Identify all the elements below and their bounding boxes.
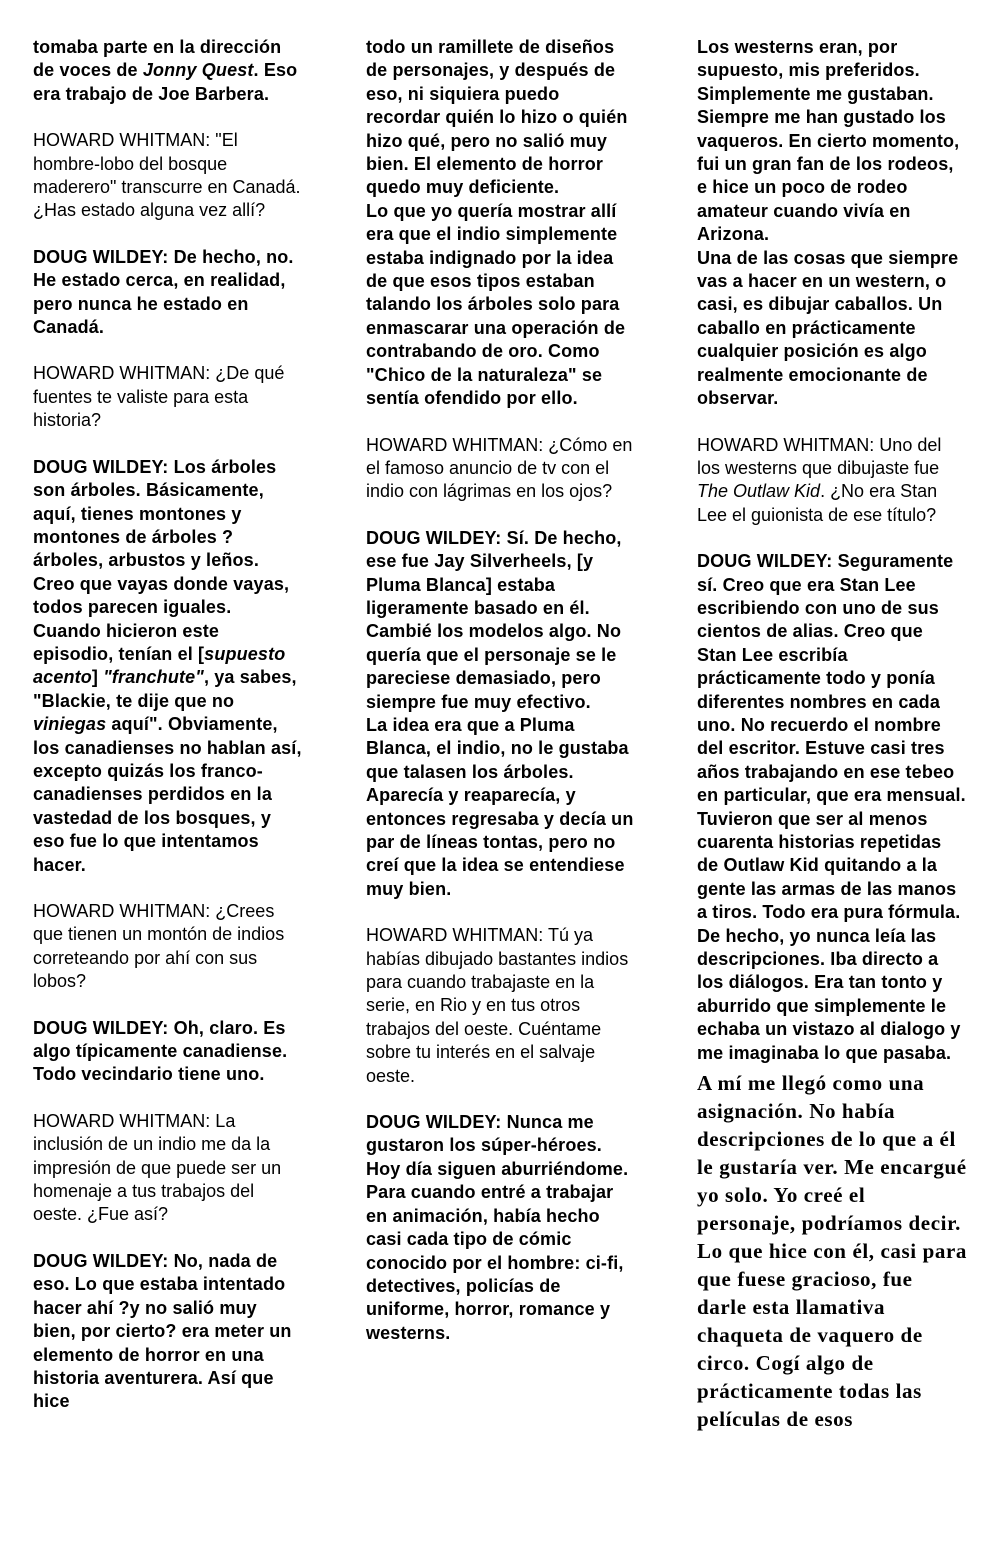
text-segment: aquí". Obviamente, los canadienses no hablan así, excepto quizás los franco-canadienses perdidos en la vastedad de los bosques, y eso fue lo que intentamos hacer. — [33, 714, 302, 875]
interviewee-answer — [697, 247, 967, 411]
text-segment: HOWARD WHITMAN: ¿Crees que tienen un montón de indios correteando por ahí con sus lobos? — [33, 901, 285, 992]
text-segment: . Eso era trabajo de Joe Barbera. — [33, 60, 298, 104]
italic-text: viniegas — [33, 714, 107, 735]
interviewee-answer — [697, 36, 967, 247]
text-segment: HOWARD WHITMAN: ¿Cómo en el famoso anuncio de tv con el indio con lágrimas en los ojos? — [366, 434, 633, 502]
text-segment: DOUG WILDEY: Nunca me gustaron los súper-héroes. Hoy día siguen aburriéndome. Para cuando entré a trabajar en animación, había hecho casi cada tipo de cómic conocido por el hombre: ci-fi, detectives, policías de uniforme, horror, romance y westerns. — [366, 1112, 629, 1343]
text-segment: todo un ramillete de diseños de personajes, y después de eso, ni siquiera puedo recordar quién lo hizo o quién hizo qué, pero no salió muy bien. El elemento de horror quedo muy deficiente. — [366, 37, 628, 198]
text-segment: HOWARD WHITMAN: "El hombre-lobo del bosque maderero" transcurre en Canadá. ¿Has estado alguna vez allí? — [33, 130, 301, 221]
interviewer-question — [697, 434, 967, 528]
interviewer-question — [33, 362, 303, 432]
text-segment: DOUG WILDEY: Oh, claro. Es algo típicamente canadiense. Todo vecindario tiene uno. — [33, 1017, 288, 1085]
column-3 — [697, 36, 967, 1433]
column-2 — [366, 36, 634, 1368]
interviewee-answer — [33, 36, 303, 106]
text-segment: DOUG WILDEY: Los árboles son árboles. Básicamente, aquí, tienes montones y montones de árboles ?árboles, arbustos y leños. Creo que vayas donde vayas, todos parecen iguales. Cuando hicieron este episodio, tenían el [ — [33, 456, 290, 664]
text-segment: DOUG WILDEY: No, nada de eso. Lo que estaba intentado hacer ahí ?y no salió muy bien, por cierto? era meter un elemento de horror en una historia aventurera. Así que hice — [33, 1250, 292, 1412]
text-segment: tomaba parte en la dirección de voces de — [33, 37, 282, 81]
text-segment: HOWARD WHITMAN: Tú ya habías dibujado bastantes indios para cuando trabajaste en la serie, en Rio y en tus otros trabajos del oeste. Cuéntame sobre tu interés en el salvaje oeste. — [366, 925, 629, 1086]
interviewee-answer — [697, 550, 967, 1065]
text-segment: ] — [91, 667, 104, 688]
text-segment: DOUG WILDEY: Seguramente sí. Creo que era Stan Lee escribiendo con uno de sus cientos de alias. Creo que Stan Lee escribía prácticamente todo y ponía diferentes nombres en cada uno. No recuerdo el nombre del escritor. Estuve casi tres años trabajando en ese tebeo en particular, que era mensual. Tuvieron que ser al menos cuarenta historias repetidas de Outlaw Kid quitando a la gente las armas de las manos a tiros. Todo era pura fórmula. De hecho, yo nunca leía las descripciones. Iba directo a los diálogos. Era tan tonto y aburrido que simplemente le echaba un vistazo al dialogo y me imaginaba lo que pasaba. — [697, 551, 966, 1063]
column-1 — [33, 36, 303, 1437]
italic-text: supuesto acento — [33, 643, 286, 688]
interviewee-answer — [366, 1111, 634, 1345]
interviewee-answer — [697, 1069, 967, 1433]
text-segment: , ya sabes, "Blackie, te dije que no — [33, 667, 297, 711]
text-segment: Una de las cosas que siempre vas a hacer en un western, o casi, es dibujar caballos. Un caballo en prácticamente cualquier posición es algo realmente emocionante de observar. — [697, 247, 959, 409]
italic-text: "franchute" — [103, 667, 204, 688]
interviewer-question — [33, 1110, 303, 1227]
interviewer-question — [33, 129, 303, 223]
text-segment: DOUG WILDEY: Sí. De hecho, ese fue Jay Silverheels, [y Pluma Blanca] estaba ligeramente basado en él. Cambié los modelos algo. No quería que el personaje se le pareciese demasiado, pero siempre fue muy efectivo. — [366, 527, 622, 712]
text-segment: DOUG WILDEY: De hecho, no. He estado cerca, en realidad, pero nunca he estado en Canadá. — [33, 246, 294, 338]
interviewee-answer — [33, 246, 303, 340]
text-segment: . ¿No era Stan Lee el guionista de ese título? — [697, 481, 938, 525]
text-segment: Los westerns eran, por supuesto, mis preferidos. Simplemente me gustaban. Siempre me han gustado los vaqueros. En cierto momento, fui un gran fan de los rodeos, e hice un poco de rodeo amateur cuando vivía en Arizona. — [697, 37, 960, 245]
text-segment: A mí me llegó como una asignación. No había descripciones de lo que a él le gustaría ver. Me encargué yo solo. Yo creé el personaje, podríamos decir. Lo que hice con él, casi para que fuese gracioso, fue darle esta llamativa chaqueta de vaquero de circo. Cogí algo de prácticamente todas las películas de esos — [697, 1071, 967, 1432]
italic-text: Jonny Quest — [142, 60, 254, 81]
text-segment: HOWARD WHITMAN: La inclusión de un indio me da la impresión de que puede ser un homenaje a tus trabajos del oeste. ¿Fue así? — [33, 1110, 282, 1225]
text-segment: La idea era que a Pluma Blanca, el indio, no le gustaba que talasen los árboles. Aparecía y reaparecía, y entonces regresaba y decía un par de líneas tontas, pero no creí que la idea se entendiese muy bien. — [366, 714, 634, 899]
interviewee-answer — [366, 527, 634, 714]
text-segment: HOWARD WHITMAN: Uno del los westerns que dibujaste fue — [697, 434, 942, 478]
text-segment: HOWARD WHITMAN: ¿De qué fuentes te valiste para esta historia? — [33, 363, 285, 431]
interviewee-answer — [33, 456, 303, 877]
interviewee-answer — [33, 1250, 303, 1414]
text-segment: Lo que yo quería mostrar allí era que el indio simplemente estaba indignado por la idea de que esos tipos estaban talando los árboles solo para enmascarar una operación de contrabando de oro. Como "Chico de la naturaleza" se sentía ofendido por ello. — [366, 200, 626, 409]
interviewee-answer — [33, 1017, 303, 1087]
interviewer-question — [366, 434, 634, 504]
interviewer-question — [33, 900, 303, 994]
interviewee-answer — [366, 714, 634, 901]
italic-text: The Outlaw Kid — [697, 481, 821, 502]
interviewee-answer — [366, 36, 634, 200]
interviewer-question — [366, 924, 634, 1088]
interviewee-answer — [366, 200, 634, 411]
